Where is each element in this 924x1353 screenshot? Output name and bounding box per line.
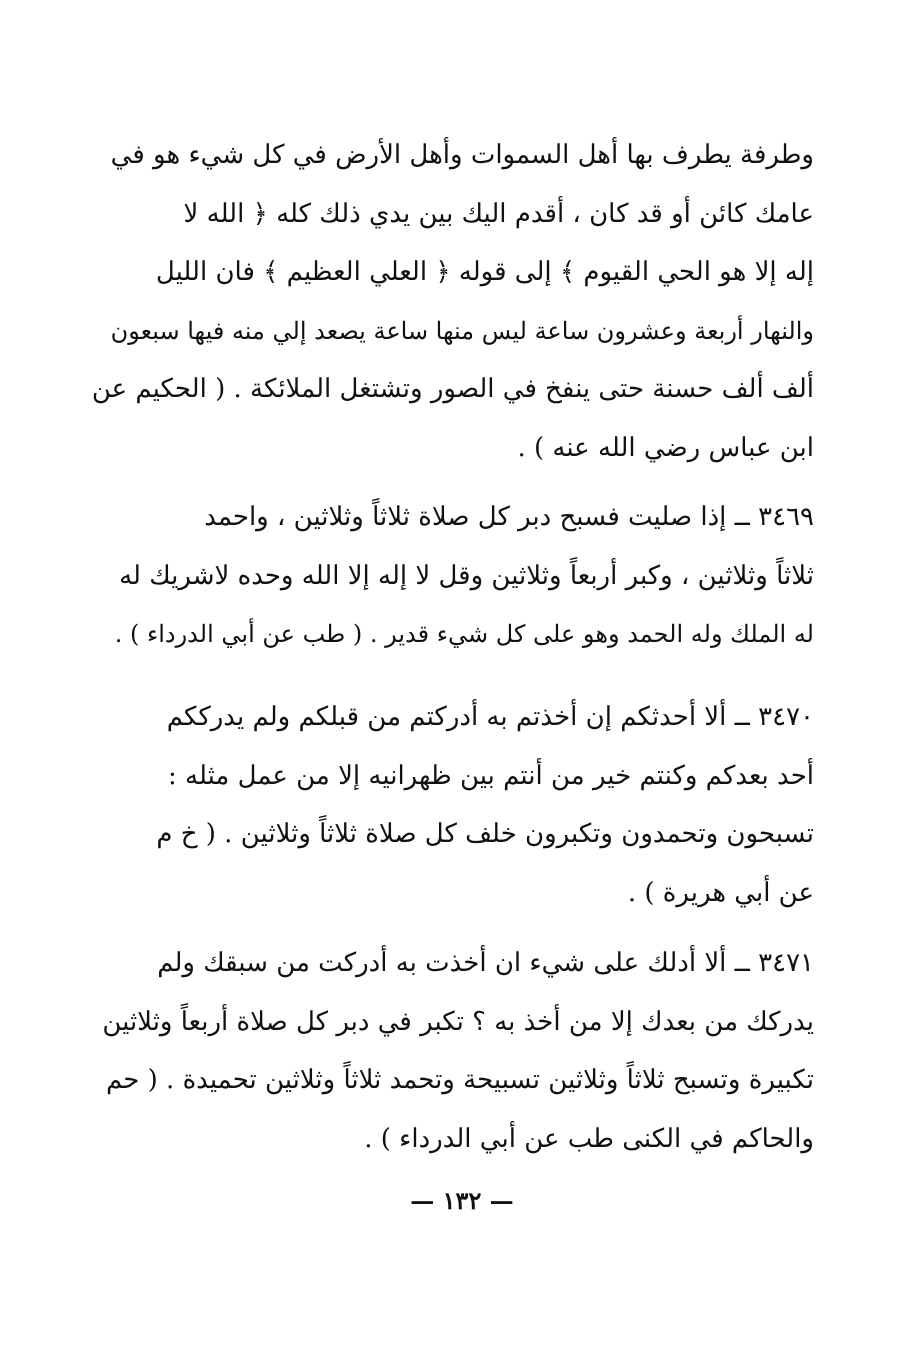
page-number: — ١٣٢ — bbox=[410, 1186, 514, 1215]
hadith-line: تسبحون وتحمدون وتكبرون خلف كل صلاة ثلاثاً وثلاثين . ( خ م bbox=[156, 819, 814, 849]
intro-line: وطرفة يطرف بها أهل السموات وأهل الأرض في كل شيء هو في bbox=[110, 140, 814, 170]
intro-line: والنهار أربعة وعشرون ساعة ليس منها ساعة يصعد إلي منه فيها سبعون bbox=[110, 316, 814, 345]
hadith-3470 bbox=[92, 688, 814, 922]
hadith-line: والحاكم في الكنى طب عن أبي الدرداء ) . bbox=[364, 1123, 814, 1154]
hadith-line: له الملك وله الحمد وهو على كل شيء قدير . ( طب عن أبي الدرداء ) . bbox=[114, 620, 814, 648]
hadith-line: تكبيرة وتسبح ثلاثاً وثلاثين تسبيحة وتحمد ثلاثاً وثلاثين تحميدة . ( حم bbox=[105, 1065, 814, 1095]
hadith-3469 bbox=[92, 488, 814, 664]
hadith-line: أحد بعدكم وكنتم خير من أنتم بين ظهرانيه إلا من عمل مثله : bbox=[168, 760, 814, 791]
intro-paragraph bbox=[92, 126, 814, 477]
intro-line: عامك كائن أو قد كان ، أقدم اليك بين يدي ذلك كله ﴿ الله لا bbox=[183, 198, 814, 229]
hadith-line: ٣٤٦٩ ــ إذا صليت فسبح دبر كل صلاة ثلاثاً وثلاثين ، واحمد bbox=[204, 502, 814, 532]
hadith-line: ٣٤٧٠ ــ ألا أحدثكم إن أخذتم به أدركتم من قبلكم ولم يدرككم bbox=[166, 702, 814, 732]
intro-line: ابن عباس رضي الله عنه ) . bbox=[517, 432, 814, 463]
hadith-line: عن أبي هريرة ) . bbox=[627, 877, 814, 908]
intro-line: إله إلا هو الحي القيوم ﴾ إلى قوله ﴿ العلي العظيم ﴾ فان الليل bbox=[155, 257, 814, 287]
hadith-line: يدركك من بعدك إلا من أخذ به ؟ تكبر في دبر كل صلاة أربعاً وثلاثين bbox=[102, 1006, 814, 1037]
hadith-3471 bbox=[92, 934, 814, 1168]
hadith-line: ٣٤٧١ ــ ألا أدلك على شيء ان أخذت به أدركت من سبقك ولم bbox=[157, 948, 814, 978]
hadith-line: ثلاثاً وثلاثين ، وكبر أربعاً وثلاثين وقل لا إله إلا الله وحده لاشريك له bbox=[119, 560, 814, 591]
intro-line: ألف ألف حسنة حتى ينفخ في الصور وتشتغل الملائكة . ( الحكيم عن bbox=[92, 374, 814, 404]
